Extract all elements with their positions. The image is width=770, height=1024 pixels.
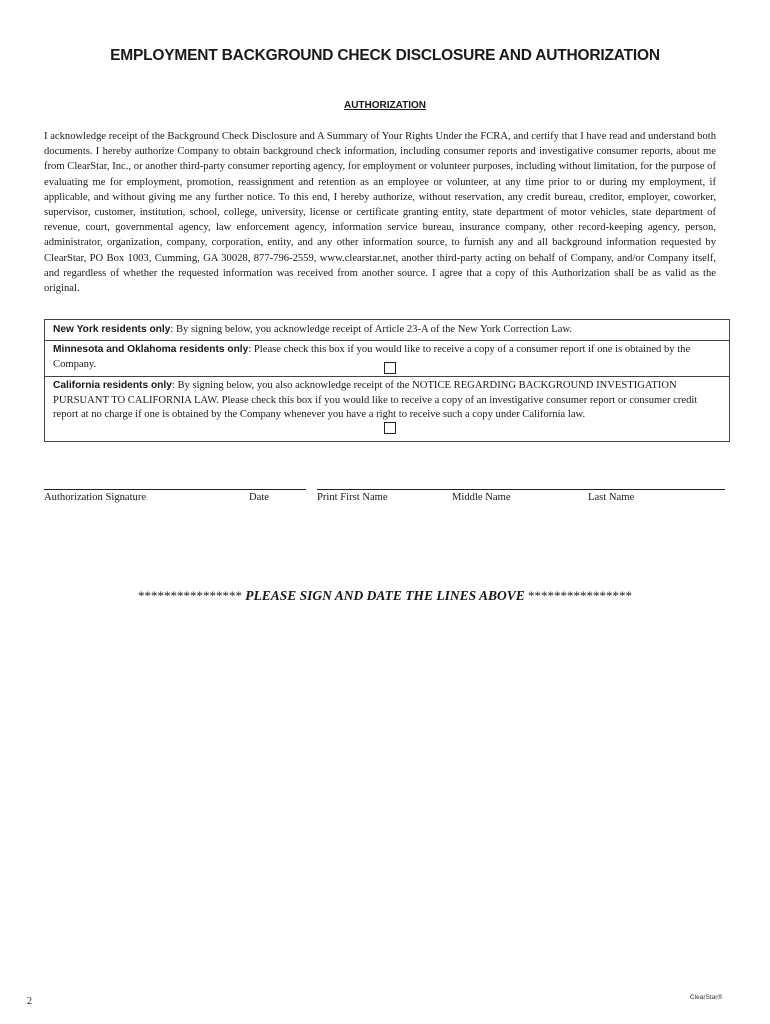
minnesota-oklahoma-notice	[45, 341, 729, 377]
new-york-text: : By signing below, you acknowledge receipt of Article 23-A of the New York Correction Law.	[170, 324, 573, 335]
authorization-signature-label: Authorization Signature	[44, 492, 147, 503]
print-first-name-label: Print First Name	[317, 492, 388, 503]
minnesota-oklahoma-checkbox[interactable]	[384, 362, 396, 374]
footer-brand: ClearStar®	[690, 994, 723, 1001]
minnesota-oklahoma-text: : Please check this box if you would like to receive a copy of a consumer report if one is obtained by the Company.	[53, 344, 691, 370]
new-york-lead: New York residents only	[53, 324, 171, 335]
california-lead: California residents only	[53, 380, 172, 391]
signature-date-line[interactable]	[44, 489, 306, 490]
california-notice	[45, 377, 729, 443]
date-label: Date	[249, 492, 269, 503]
state-notices-box	[44, 319, 730, 442]
notice-stars-right: ****************	[528, 588, 633, 603]
last-name-label: Last Name	[588, 492, 635, 503]
sign-notice	[0, 588, 770, 604]
page-number: 2	[27, 996, 32, 1007]
notice-stars-left: ****************	[137, 588, 242, 603]
section-heading: AUTHORIZATION	[343, 100, 427, 111]
printed-name-line[interactable]	[317, 489, 725, 490]
document-title: EMPLOYMENT BACKGROUND CHECK DISCLOSURE AND AUTHORIZATION	[110, 47, 660, 64]
new-york-notice	[45, 320, 729, 341]
middle-name-label: Middle Name	[452, 492, 511, 503]
california-text: : By signing below, you also acknowledge receipt of the NOTICE REGARDING BACKGROUND INVESTIGATION PURSUANT TO CALIFORNIA LAW. Please check this box if you would like to receive a copy of an investigative consumer report or consumer credit report at no charge if one is obtained by the Company whenever you have a right to receive such a copy under California law.	[53, 380, 698, 420]
authorization-paragraph: I acknowledge receipt of the Background Check Disclosure and A Summary of Your Rights Under the FCRA, and certify that I have read and understand both documents. I hereby authorize Company to obtain background check information, including consumer reports and investigative consumer reports, about me from ClearStar, Inc., or another third-party consumer reporting agency, for employment or volunteer purposes, including without limitation, for the purpose of evaluating me for employment, promotion, reassignment and retention as an employee or volunteer, at any time prior to or during my employment, if applicable, and without giving me any further notice. To this end, I hereby authorize, without reservation, any credit bureau, creditor, employer, coworker, supervisor, customer, institution, school, college, university, license or certificate granting entity, state department of motor vehicles, state department of revenue, court, governmental agency, law enforcement agency, information service bureau, insurance company, other record-keeping agency, person, administrator, organization, company, corporation, entity, and any other information source, to furnish any and all background information requested by ClearStar, PO Box 1003, Cumming, GA 30028, 877-796-2559, www.clearstar.net, another third-party acting on behalf of Company, and/or Company itself, and regardless of whether the requested information was received from another source. I agree that a copy of this Authorization shall be as valid as the original.	[44, 131, 716, 295]
minnesota-oklahoma-lead: Minnesota and Oklahoma residents only	[53, 344, 249, 355]
california-checkbox[interactable]	[384, 422, 396, 434]
notice-message: PLEASE SIGN AND DATE THE LINES ABOVE	[245, 588, 525, 603]
